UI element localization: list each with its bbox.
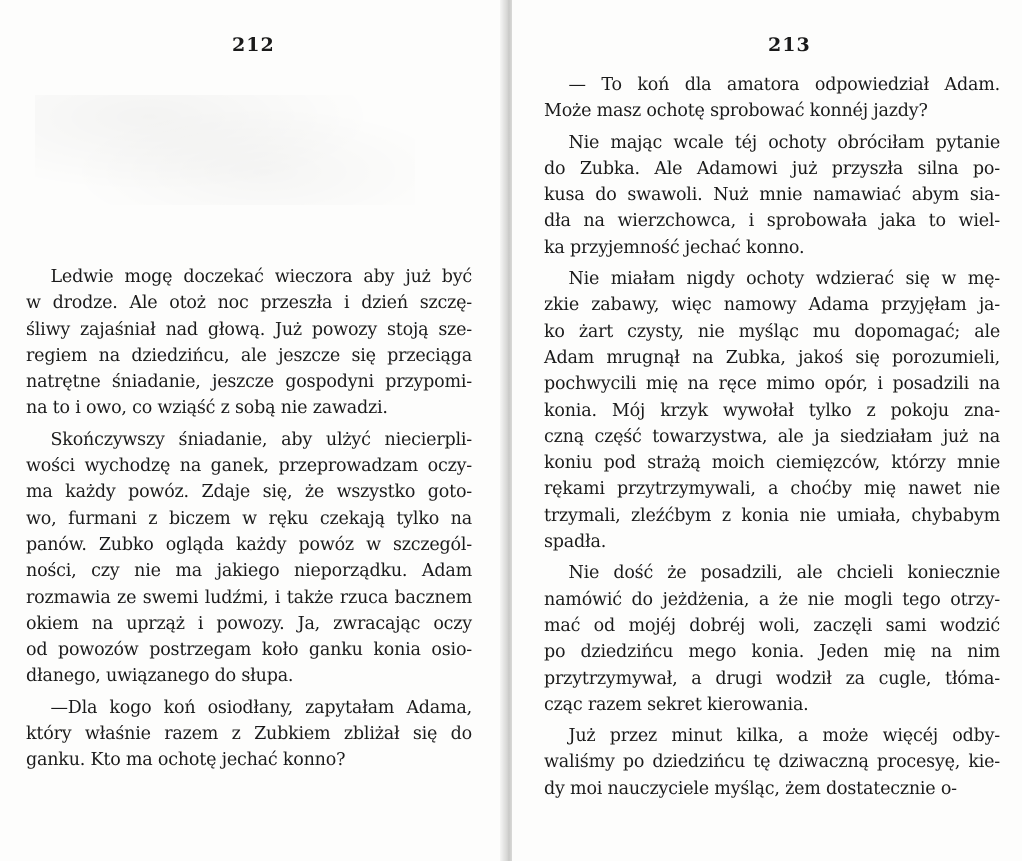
text-line: Nie mając wcale téj ochoty obróciłam pytanie: [568, 132, 1000, 153]
text-line: wo, furmani z biczem w ręku czekają tylko na: [26, 508, 472, 529]
text-line: ności, czy nie ma jakiego nieporządku. Adam: [26, 561, 472, 582]
right-page-text: [544, 72, 1000, 807]
text-line: Adam mrugnął na Zubka, jakoś się porozumieli,: [544, 347, 1000, 368]
text-line: Ledwie mogę doczekać wieczora aby już być: [50, 267, 472, 287]
text-line: panów. Zubko ogląda każdy powóz w szczegól-: [26, 534, 472, 555]
text-line: który właśnie razem z Zubkiem zbliżał się do: [26, 724, 472, 745]
text-line: na to i owo, co wziąść z sobą nie zawadzi.: [26, 398, 388, 419]
text-line: pochwycili mię na ręce mimo opór, i posadzili na: [544, 374, 1000, 395]
text-line: ma każdy powóz. Zdaje się, że wszystko goto-: [26, 482, 472, 503]
paragraph: [544, 723, 1000, 802]
text-line: rozmawia ze swemi ludźmi, i także rzuca bacznem: [26, 587, 472, 608]
text-line: Już przez minut kilka, a może więcéj odby-: [568, 726, 1000, 747]
text-line: po dziedzińcu mego konia. Jeden mię na nim: [544, 642, 1000, 663]
text-line: cząc razem sekret kierowania.: [544, 694, 809, 715]
paragraph: [26, 695, 472, 774]
show-through-smudge: [35, 95, 415, 205]
text-line: Skończywszy śniadanie, aby ulżyć niecierpli-: [50, 429, 472, 450]
text-line: ganku. Kto ma ochotę jechać konno?: [26, 750, 346, 771]
right-page: [512, 0, 1022, 861]
paragraph: [544, 266, 1000, 555]
text-line: w drodze. Ale otoż noc przeszła i dzień szczę-: [26, 293, 472, 314]
text-line: czną część towarzystwa, ale ja siedziałam już na: [544, 426, 1000, 447]
text-line: śliwy zajaśniał nad głową. Już powozy stoją sze-: [26, 319, 472, 340]
text-line: wości wychodzę na ganek, przeprowadzam oczy-: [26, 456, 472, 477]
text-line: namówić do jeżdżenia, a że nie mogli tego otrzy-: [544, 589, 1000, 610]
text-line: —Dla kogo koń osiodłany, zapytałam Adama,: [50, 697, 472, 718]
text-line: natrętne śniadanie, jeszcze gospodyni przypomi-: [26, 372, 472, 393]
page-number-left: 212: [232, 34, 275, 56]
text-line: Może masz ochotę sprobować konnéj jazdy?: [544, 101, 928, 122]
text-line: rękami przytrzymywali, a choćby mię nawet nie: [544, 479, 1000, 500]
left-page-text: [26, 264, 472, 779]
paragraph: [544, 130, 1000, 261]
paragraph: [26, 264, 472, 422]
text-line: regiem na dziedzińcu, ale jeszcze się przeciąga: [26, 345, 472, 366]
text-line: okiem na uprząż i powozy. Ja, zwracając oczy: [26, 613, 472, 634]
text-line: kusa do swawoli. Nuż mnie namawiać abym sia-: [544, 185, 1000, 206]
text-line: — To koń dla amatora odpowiedział Adam.: [568, 75, 1000, 95]
text-line: waliśmy po dziedzińcu tę dziwaczną procesyę, kie-: [544, 752, 1000, 773]
text-line: Nie miałam nigdy ochoty wdzierać się w mę-: [568, 269, 1000, 290]
text-line: spadła.: [544, 532, 607, 553]
text-line: konia. Mój krzyk wywołał tylko z pokoju zna-: [544, 400, 1000, 421]
paragraph: [544, 560, 1000, 718]
page-number-right: 213: [768, 34, 811, 56]
paragraph: [26, 427, 472, 690]
text-line: ko żart czysty, nie myśląc mu dopomagać; ale: [544, 321, 1000, 342]
left-page: [0, 0, 505, 861]
text-line: Nie dość że posadzili, ale chcieli koniecznie: [568, 563, 1000, 584]
text-line: koniu pod strażą moich ciemięzców, którzy mnie: [544, 453, 1000, 474]
text-line: mać od mojéj dobréj woli, zaczęli sami wodzić: [544, 615, 1000, 636]
paragraph: [544, 72, 1000, 125]
text-line: do Zubka. Ale Adamowi już przyszła silna po-: [544, 158, 1000, 179]
text-line: od powozów postrzegam koło ganku konia osio-: [26, 640, 472, 661]
text-line: trzymali, zleźćbym z konia nie umiała, chybabym: [544, 505, 1000, 526]
text-line: zkie zabawy, więc namowy Adama przyjęłam ja-: [544, 295, 1000, 316]
text-line: przytrzymywał, a drugi wodził za cugle, tłóma-: [544, 668, 1000, 689]
text-line: ka przyjemność jechać konno.: [544, 237, 805, 258]
text-line: dła na wierzchowca, i sprobowała jaka to wiel-: [544, 211, 1000, 232]
text-line: dłanego, uwiązanego do słupa.: [26, 666, 294, 687]
text-line: dy moi nauczyciele myśląc, żem dostatecznie o-: [544, 778, 957, 799]
